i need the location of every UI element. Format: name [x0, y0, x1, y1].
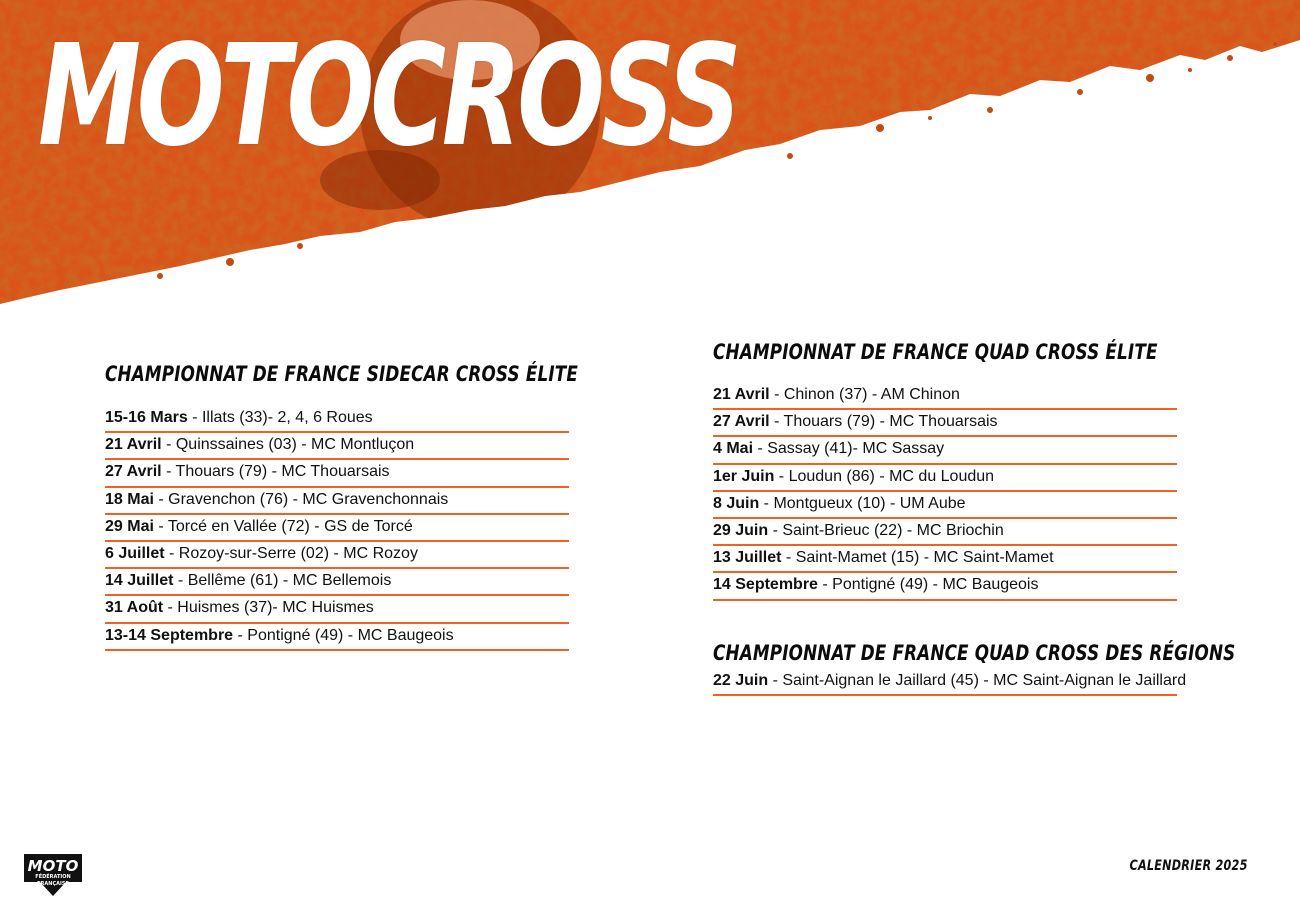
event-date: 15-16 Mars: [105, 409, 188, 426]
sidecar-event-list: [105, 406, 569, 651]
logo-text: MOTO: [27, 857, 79, 875]
event-info: - Torcé en Vallée (72) - GS de Torcé: [153, 517, 413, 535]
event-date: 27 Avril: [105, 463, 162, 481]
list-item: [713, 410, 1177, 437]
event-date: 31 Août: [105, 599, 164, 617]
event-date: 22 Juin: [713, 672, 769, 689]
event-date: 13 Juillet: [713, 549, 782, 567]
event-date: 21 Avril: [713, 386, 770, 403]
event-info: - Thouars (79) - MC Thouarsais: [769, 413, 998, 431]
logo-subtext-2: FRANÇAISE: [37, 881, 69, 887]
event-date: 27 Avril: [713, 413, 770, 431]
list-item: [713, 492, 1177, 519]
list-item: [105, 596, 569, 623]
event-info: - Saint-Mamet (15) - MC Saint-Mamet: [781, 549, 1054, 567]
event-info: - Chinon (37) - AM Chinon: [769, 386, 960, 403]
quad-regions-event-list: [713, 669, 1187, 696]
event-date: 29 Mai: [105, 517, 154, 535]
ffm-moto-logo: [20, 852, 86, 900]
event-info: - Pontigné (49) - MC Baugeois: [817, 576, 1039, 594]
hero-title: MOTOCROSS: [38, 15, 738, 178]
footer-label: CALENDRIER 2025: [1129, 858, 1248, 874]
event-info: - Loudun (86) - MC du Loudun: [774, 467, 995, 485]
list-item: [105, 569, 569, 596]
event-date: 1er Juin: [713, 467, 775, 485]
event-info: - Quinssaines (03) - MC Montluçon: [161, 436, 415, 454]
list-item: [105, 515, 569, 542]
list-item: [105, 406, 569, 433]
event-info: - Pontigné (49) - MC Baugeois: [233, 626, 454, 644]
event-date: 21 Avril: [105, 436, 162, 454]
list-item: [105, 488, 569, 515]
list-item: [105, 460, 569, 487]
list-item: [713, 383, 1177, 410]
event-info: - Saint-Brieuc (22) - MC Briochin: [768, 521, 1004, 539]
event-info: - Gravenchon (76) - MC Gravenchonnais: [153, 490, 449, 508]
quad-elite-event-list: [713, 383, 1177, 601]
list-item: [713, 669, 1187, 696]
event-date: 18 Mai: [105, 490, 154, 508]
list-item: [105, 433, 569, 460]
section-title-quad-elite: CHAMPIONNAT DE FRANCE QUAD CROSS ÉLITE: [713, 340, 1158, 364]
event-info: - Huismes (37)- MC Huismes: [163, 599, 374, 617]
list-item: [713, 573, 1177, 600]
event-date: 14 Juillet: [105, 572, 174, 590]
event-date: 29 Juin: [713, 521, 769, 539]
list-item: [713, 465, 1177, 492]
event-info: - Thouars (79) - MC Thouarsais: [161, 463, 390, 481]
event-date: 8 Juin: [713, 494, 760, 512]
section-title-quad-regions: CHAMPIONNAT DE FRANCE QUAD CROSS DES RÉGIONS: [713, 641, 1236, 665]
list-item: [713, 519, 1177, 546]
event-info: - Bellême (61) - MC Bellemois: [173, 572, 392, 590]
event-date: 6 Juillet: [105, 544, 165, 562]
event-date: 13-14 Septembre: [105, 626, 234, 644]
event-date: 4 Mai: [713, 440, 754, 458]
list-item: [713, 546, 1177, 573]
event-info: - Montgueux (10) - UM Aube: [759, 494, 966, 512]
event-date: 14 Septembre: [713, 576, 818, 594]
event-info: - Illats (33)- 2, 4, 6 Roues: [187, 409, 373, 426]
event-info: - Saint-Aignan le Jaillard (45) - MC Saint-Aignan le Jaillard: [768, 672, 1187, 689]
section-title-sidecar: CHAMPIONNAT DE FRANCE SIDECAR CROSS ÉLITE: [105, 362, 578, 386]
list-item: [105, 624, 569, 651]
list-item: [713, 437, 1177, 464]
logo-subtext-1: FÉDÉRATION: [35, 874, 71, 880]
event-info: - Sassay (41)- MC Sassay: [753, 440, 945, 458]
list-item: [105, 542, 569, 569]
event-info: - Rozoy-sur-Serre (02) - MC Rozoy: [164, 544, 418, 562]
